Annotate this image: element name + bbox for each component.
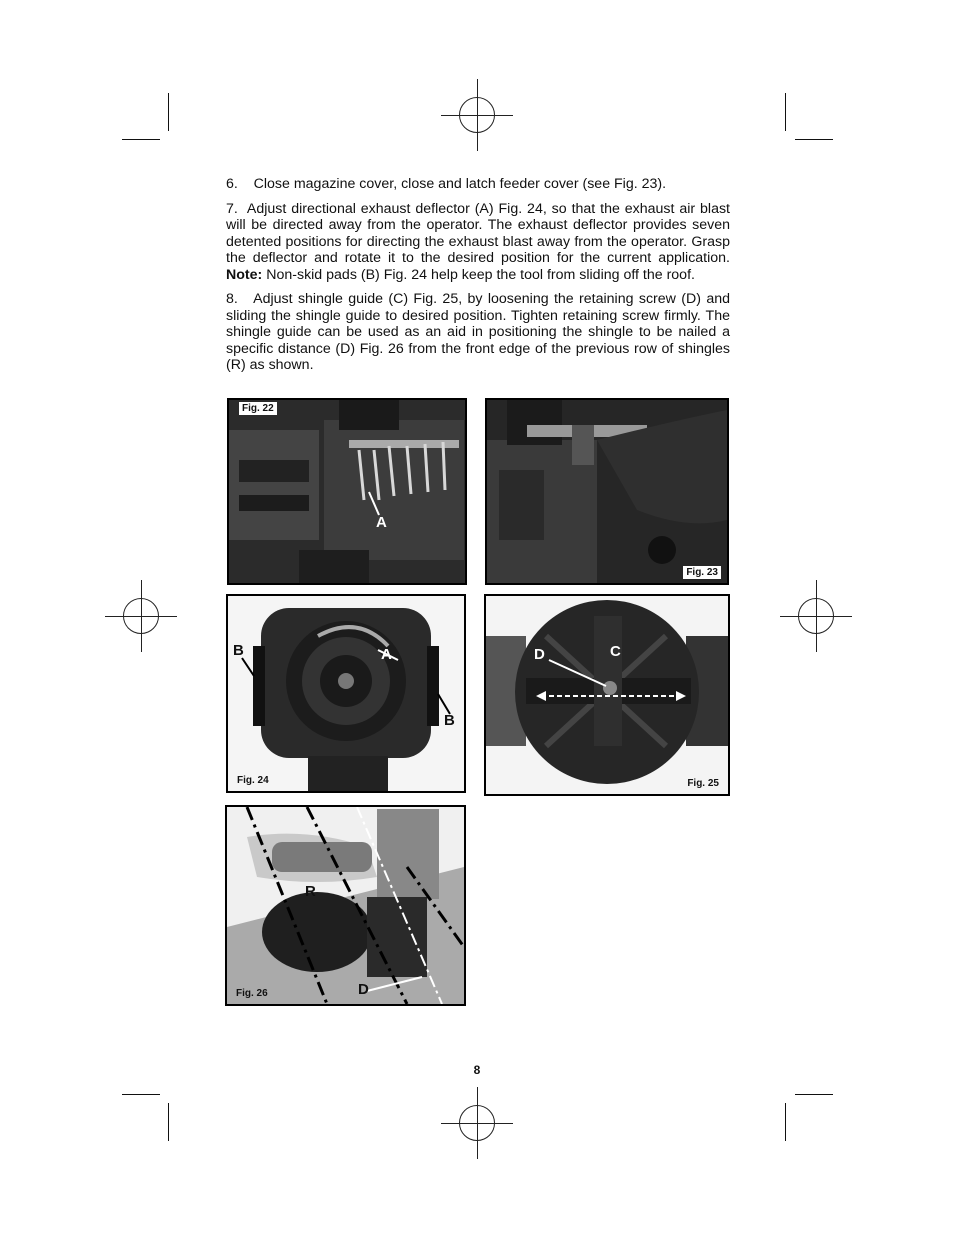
figure-label: Fig. 23 (683, 566, 721, 579)
callout-d: D (358, 981, 369, 998)
figure-label: Fig. 22 (239, 402, 277, 415)
step-text: Close magazine cover, close and latch feeder cover (see Fig. 23). (253, 176, 667, 192)
figure-22 (227, 398, 467, 585)
crop-mark (785, 93, 786, 131)
registration-mark (123, 598, 159, 634)
callout-a: A (381, 646, 392, 663)
figure-25 (484, 594, 730, 796)
registration-mark (459, 97, 495, 133)
crop-mark (168, 93, 169, 131)
step-number: 7. (226, 200, 238, 217)
figure-24 (226, 594, 466, 793)
callout-c: C (610, 643, 621, 660)
step-number: 6. (226, 176, 238, 192)
page-number: 8 (473, 1063, 481, 1077)
step-7 (226, 201, 730, 284)
step-6 (226, 176, 730, 193)
note-label: Note: (226, 266, 263, 283)
step-number: 8. (226, 291, 238, 307)
crop-mark (785, 1103, 786, 1141)
figure-23 (485, 398, 729, 585)
note-text: Non-skid pads (B) Fig. 24 help keep the tool from sliding off the roof. (266, 266, 695, 283)
callout-r: R (305, 883, 316, 900)
callout-b: B (444, 712, 455, 729)
figure-22-photo (229, 400, 465, 583)
step-text: Adjust shingle guide (C) Fig. 25, by loosening the retaining screw (D) and sliding the shingle guide to desired position. Tighten retaining screw firmly. The shingle guide can be used as an aid in positioning the shingle to be nailed a specific distance (D) Fig. 26 from the front edge of the previous row of shingles (R) as shown. (226, 291, 730, 373)
figure-label: Fig. 24 (237, 775, 269, 786)
crop-mark (122, 1094, 160, 1095)
figure-26 (225, 805, 466, 1006)
callout-a: A (376, 514, 387, 531)
figure-25-photo (486, 596, 728, 794)
crop-mark (168, 1103, 169, 1141)
crop-mark (122, 139, 160, 140)
figure-23-photo (487, 400, 727, 583)
crop-mark (795, 1094, 833, 1095)
callout-b: B (233, 642, 244, 659)
figure-label: Fig. 26 (236, 988, 268, 999)
crop-mark (795, 139, 833, 140)
callout-d: D (534, 646, 545, 663)
step-text: Adjust directional exhaust deflector (A) Fig. 24, so that the exhaust air blast will be directed away from the operator. The exhaust deflector provides seven detented positions for directing the exhaust blast away from the operator. Grasp the deflector and rotate it to the desired position for the current application. (226, 200, 730, 266)
step-8 (226, 291, 730, 374)
figure-24-photo (228, 596, 464, 791)
registration-mark (459, 1105, 495, 1141)
figure-label: Fig. 25 (687, 778, 719, 789)
registration-mark (798, 598, 834, 634)
instructions (226, 176, 730, 382)
figure-26-photo (227, 807, 464, 1004)
